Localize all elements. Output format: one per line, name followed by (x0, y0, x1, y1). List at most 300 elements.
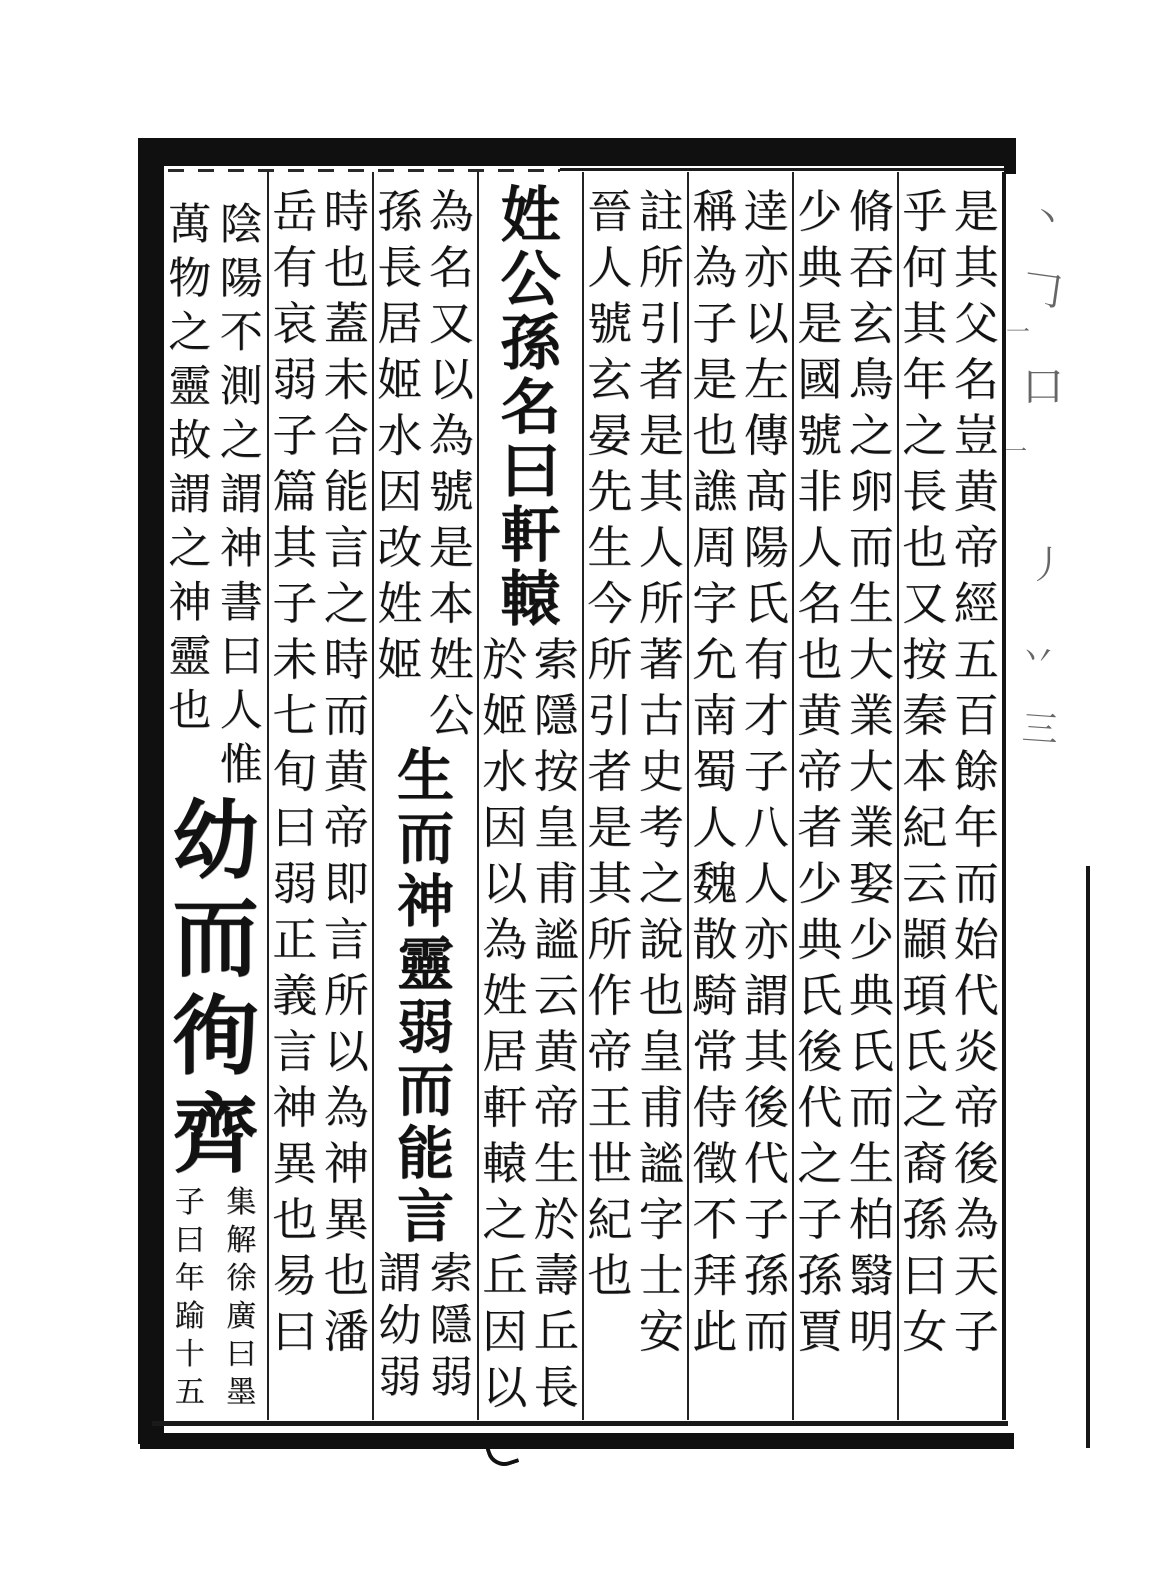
glyph: 號 (797, 409, 843, 462)
glyph: 長 (902, 465, 948, 518)
glyph: 也 (692, 409, 738, 462)
glyph: 氏 (902, 1025, 948, 1078)
glyph: 氏 (743, 577, 789, 630)
glyph: 因 (482, 1305, 528, 1358)
glyph: 謂 (378, 1249, 422, 1299)
glyph: 人 (743, 857, 789, 910)
glyph: 曰 (226, 1337, 257, 1372)
glyph: 字 (692, 577, 738, 630)
glyph: 也 (272, 1193, 318, 1246)
partial-glyph-fragment: 口 (1022, 362, 1065, 411)
glyph: 徵 (692, 1137, 738, 1190)
glyph: 因 (482, 801, 528, 854)
glyph: 時 (323, 633, 369, 686)
glyph: 頊 (902, 969, 948, 1022)
glyph: 之 (323, 577, 369, 630)
glyph: 靈 (168, 632, 212, 682)
glyph: 言 (397, 1183, 454, 1250)
glyph: 按 (902, 633, 948, 686)
glyph: 丘 (482, 1249, 528, 1302)
glyph: 代 (797, 1081, 843, 1134)
commentary-pair (269, 184, 372, 1360)
glyph: 孫 (902, 1193, 948, 1246)
main-text-segment (479, 181, 582, 635)
glyph: 神 (323, 1137, 369, 1190)
glyph: 所 (638, 577, 684, 630)
glyph: 所 (587, 633, 633, 686)
partial-glyph-fragment: 三 (1020, 707, 1060, 752)
glyph: 壽 (533, 1249, 579, 1302)
glyph: 曰 (174, 1223, 205, 1258)
glyph: 皇 (638, 1025, 684, 1078)
glyph: 子 (743, 1193, 789, 1246)
partial-glyph-fragment: 丷 (1020, 637, 1057, 678)
glyph: 為 (953, 1193, 999, 1246)
glyph: 子 (174, 1185, 205, 1220)
glyph: 騎 (692, 969, 738, 1022)
glyph: 是 (797, 297, 843, 350)
glyph: 其 (638, 465, 684, 518)
glyph: 黄 (797, 689, 843, 742)
glyph: 玄 (587, 353, 633, 406)
text-column-2 (792, 172, 897, 1420)
glyph: 為 (692, 241, 738, 294)
partial-glyph-fragment: 一 (1006, 318, 1030, 346)
glyph: 之 (638, 857, 684, 910)
glyph: 也 (168, 686, 212, 736)
glyph: 而 (743, 1305, 789, 1358)
glyph: 之 (902, 409, 948, 462)
glyph: 之 (797, 1137, 843, 1190)
glyph: 帝 (953, 1081, 999, 1134)
glyph: 轅 (482, 1137, 528, 1190)
glyph: 先 (587, 465, 633, 518)
glyph: 是 (692, 353, 738, 406)
glyph: 合 (323, 409, 369, 462)
commentary-pair (794, 184, 897, 1360)
glyph: 帝 (533, 1081, 579, 1134)
glyph: 年 (953, 801, 999, 854)
glyph: 典 (848, 969, 894, 1022)
glyph: 以 (482, 1361, 528, 1414)
glyph: 墨 (226, 1375, 257, 1410)
commentary-left-line (164, 1184, 216, 1412)
glyph: 大 (848, 633, 894, 686)
commentary-pair (479, 632, 582, 1416)
commentary-right-line (636, 184, 688, 1360)
glyph: 甫 (638, 1081, 684, 1134)
glyph: 旬 (272, 745, 318, 798)
glyph: 者 (587, 745, 633, 798)
glyph: 弱 (378, 1353, 422, 1403)
glyph: 姬 (482, 689, 528, 742)
text-column-4 (582, 172, 687, 1420)
glyph: 姓 (377, 577, 423, 630)
glyph: 姓 (428, 633, 474, 686)
glyph: 引 (638, 297, 684, 350)
frame-border-top (138, 138, 1016, 166)
glyph: 弱 (272, 353, 318, 406)
glyph: 曰 (500, 437, 561, 507)
commentary-left-line (374, 184, 426, 744)
glyph: 拜 (692, 1249, 738, 1302)
glyph: 紀 (587, 1193, 633, 1246)
glyph: 謂 (168, 470, 212, 520)
glyph: 今 (587, 577, 633, 630)
glyph: 長 (377, 241, 423, 294)
commentary-pair (164, 1184, 267, 1412)
glyph: 以 (482, 857, 528, 910)
glyph: 異 (323, 1193, 369, 1246)
glyph: 翳 (848, 1249, 894, 1302)
glyph: 神 (272, 1081, 318, 1134)
glyph: 逹 (743, 185, 789, 238)
glyph: 幼 (378, 1301, 422, 1351)
glyph: 子 (272, 409, 318, 462)
inner-top-rule-right (560, 168, 1004, 171)
glyph: 徐 (226, 1261, 257, 1296)
glyph: 而 (953, 857, 999, 910)
glyph: 因 (377, 465, 423, 518)
glyph: 典 (797, 913, 843, 966)
glyph: 公 (500, 245, 561, 315)
partial-glyph-fragment: 一 (1005, 440, 1028, 465)
commentary-right-line (426, 184, 478, 744)
glyph: 曰 (272, 801, 318, 854)
frame-border-left (138, 138, 164, 1444)
glyph: 亦 (743, 913, 789, 966)
glyph: 大 (848, 745, 894, 798)
glyph: 以 (428, 353, 474, 406)
glyph: 周 (692, 521, 738, 574)
glyph: 明 (848, 1305, 894, 1358)
glyph: 孫 (797, 1249, 843, 1302)
glyph: 者 (797, 801, 843, 854)
glyph: 天 (953, 1249, 999, 1302)
glyph: 惟 (219, 740, 263, 790)
glyph: 經 (953, 577, 999, 630)
glyph: 物 (168, 254, 212, 304)
glyph: 於 (533, 1193, 579, 1246)
glyph: 常 (692, 1025, 738, 1078)
glyph: 岳 (272, 185, 318, 238)
glyph: 後 (743, 1081, 789, 1134)
glyph: 典 (797, 241, 843, 294)
glyph: 少 (848, 913, 894, 966)
glyph: 正 (272, 913, 318, 966)
frame-border-bottom-thick (140, 1433, 1014, 1449)
glyph: 姓 (500, 181, 561, 251)
glyph: 其 (587, 857, 633, 910)
glyph: 炎 (953, 1025, 999, 1078)
glyph: 其 (743, 1025, 789, 1078)
glyph: 散 (692, 913, 738, 966)
commentary-left-line (584, 184, 636, 1360)
glyph: 之 (482, 1193, 528, 1246)
glyph: 轅 (500, 565, 561, 635)
glyph: 國 (797, 353, 843, 406)
glyph: 測 (219, 362, 263, 412)
glyph: 為 (428, 185, 474, 238)
glyph: 少 (797, 857, 843, 910)
glyph: 而 (397, 1057, 454, 1124)
glyph: 是 (587, 801, 633, 854)
glyph: 解 (226, 1223, 257, 1258)
glyph: 之 (848, 409, 894, 462)
glyph: 年 (902, 353, 948, 406)
glyph: 王 (587, 1081, 633, 1134)
glyph: 徇 (172, 986, 259, 1087)
glyph: 靈 (397, 931, 454, 998)
commentary-left-line (164, 198, 216, 792)
partial-glyph-fragment: 𠃌 (1016, 261, 1066, 316)
glyph: 之 (902, 1081, 948, 1134)
glyph: 也 (797, 633, 843, 686)
glyph: 名 (428, 241, 474, 294)
glyph: 所 (638, 241, 684, 294)
commentary-right-line (846, 184, 898, 1360)
glyph: 號 (428, 465, 474, 518)
glyph: 言 (323, 913, 369, 966)
glyph: 言 (323, 521, 369, 574)
glyph: 神 (219, 524, 263, 574)
glyph: 廣 (226, 1299, 257, 1334)
main-text-segment (374, 744, 477, 1248)
glyph: 秦 (902, 689, 948, 742)
commentary-pair (374, 184, 477, 744)
glyph: 未 (323, 353, 369, 406)
glyph: 曰 (902, 1249, 948, 1302)
glyph: 孫 (377, 185, 423, 238)
glyph: 傳 (743, 409, 789, 462)
glyph: 於 (482, 633, 528, 686)
glyph: 改 (377, 521, 423, 574)
glyph: 註 (638, 185, 684, 238)
glyph: 本 (428, 577, 474, 630)
glyph: 豈 (953, 409, 999, 462)
glyph: 五 (174, 1375, 205, 1410)
glyph: 又 (902, 577, 948, 630)
glyph: 以 (323, 1025, 369, 1078)
glyph: 也 (323, 1249, 369, 1302)
frame-border-top-right-hook (1004, 138, 1016, 174)
glyph: 人 (587, 241, 633, 294)
glyph: 生 (848, 577, 894, 630)
glyph: 七 (272, 689, 318, 742)
glyph: 易 (272, 1249, 318, 1302)
glyph: 非 (797, 465, 843, 518)
glyph: 子 (692, 297, 738, 350)
text-block (164, 172, 1006, 1420)
glyph: 按 (533, 745, 579, 798)
glyph: 故 (168, 416, 212, 466)
glyph: 名 (953, 353, 999, 406)
glyph: 者 (638, 353, 684, 406)
glyph: 餘 (953, 745, 999, 798)
glyph: 之 (168, 524, 212, 574)
glyph: 孫 (743, 1249, 789, 1302)
glyph: 義 (272, 969, 318, 1022)
glyph: 姬 (377, 633, 423, 686)
glyph: 而 (172, 888, 259, 989)
commentary-right-line (531, 632, 583, 1416)
glyph: 隱 (533, 689, 579, 742)
glyph: 所 (323, 969, 369, 1022)
glyph: 後 (797, 1025, 843, 1078)
glyph: 曰 (272, 1305, 318, 1358)
glyph: 氏 (797, 969, 843, 1022)
glyph: 曰 (219, 632, 263, 682)
glyph: 為 (482, 913, 528, 966)
glyph: 為 (428, 409, 474, 462)
glyph: 侍 (692, 1081, 738, 1134)
glyph: 後 (953, 1137, 999, 1190)
glyph: 業 (848, 689, 894, 742)
glyph: 譙 (692, 465, 738, 518)
glyph: 異 (272, 1137, 318, 1190)
glyph: 生 (848, 1137, 894, 1190)
glyph: 顓 (902, 913, 948, 966)
partial-glyph-fragment: 丿 (1028, 543, 1067, 587)
glyph: 而 (323, 689, 369, 742)
glyph: 氏 (848, 1025, 894, 1078)
glyph: 才 (743, 689, 789, 742)
glyph: 晏 (587, 409, 633, 462)
main-text-segment (164, 792, 267, 1184)
glyph: 人 (797, 521, 843, 574)
glyph: 始 (953, 913, 999, 966)
glyph: 能 (397, 1120, 454, 1187)
glyph: 神 (397, 868, 454, 935)
glyph: 也 (902, 521, 948, 574)
glyph: 以 (743, 297, 789, 350)
glyph: 代 (743, 1137, 789, 1190)
glyph: 時 (323, 185, 369, 238)
glyph: 乎 (902, 185, 948, 238)
glyph: 所 (587, 913, 633, 966)
glyph: 也 (587, 1249, 633, 1302)
frame-border-bottom-thin (152, 1421, 1008, 1426)
glyph: 黄 (533, 1025, 579, 1078)
glyph: 考 (638, 801, 684, 854)
commentary-right-line (951, 184, 1003, 1360)
glyph: 魏 (692, 857, 738, 910)
commentary-right-line (321, 184, 373, 1360)
glyph: 帝 (953, 521, 999, 574)
glyph: 公 (428, 689, 474, 742)
glyph: 集 (226, 1185, 257, 1220)
glyph: 謐 (533, 913, 579, 966)
glyph: 有 (743, 633, 789, 686)
text-column-7 (267, 172, 372, 1420)
glyph: 南 (692, 689, 738, 742)
glyph: 子 (743, 745, 789, 798)
commentary-left-line (899, 184, 951, 1360)
glyph: 索 (429, 1249, 473, 1299)
glyph: 名 (797, 577, 843, 630)
glyph: 弱 (272, 857, 318, 910)
glyph: 弱 (429, 1353, 473, 1403)
glyph: 賈 (797, 1305, 843, 1358)
glyph: 五 (953, 633, 999, 686)
glyph: 也 (638, 969, 684, 1022)
commentary-left-line (479, 632, 531, 1416)
glyph: 引 (587, 689, 633, 742)
commentary-right-line (426, 1248, 478, 1404)
glyph: 名 (500, 373, 561, 443)
commentary-left-line (794, 184, 846, 1360)
glyph: 有 (272, 241, 318, 294)
glyph: 居 (377, 297, 423, 350)
glyph: 年 (174, 1261, 205, 1296)
commentary-pair (164, 198, 267, 792)
commentary-right-line (216, 1184, 268, 1412)
glyph: 謐 (638, 1137, 684, 1190)
glyph: 水 (377, 409, 423, 462)
glyph: 說 (638, 913, 684, 966)
glyph: 蓋 (323, 297, 369, 350)
glyph: 少 (797, 185, 843, 238)
text-column-8 (164, 172, 267, 1420)
glyph: 書 (219, 578, 263, 628)
glyph: 子 (953, 1305, 999, 1358)
glyph: 生 (533, 1137, 579, 1190)
glyph: 鳥 (848, 353, 894, 406)
glyph: 黄 (953, 465, 999, 518)
glyph: 生 (587, 521, 633, 574)
glyph: 姓 (482, 969, 528, 1022)
commentary-left-line (689, 184, 741, 1360)
glyph: 也 (323, 241, 369, 294)
glyph: 踰 (174, 1299, 205, 1334)
glyph: 而 (848, 521, 894, 574)
glyph: 又 (428, 297, 474, 350)
glyph: 謂 (219, 470, 263, 520)
glyph: 弱 (397, 994, 454, 1061)
glyph: 陽 (743, 521, 789, 574)
glyph: 謂 (743, 969, 789, 1022)
glyph: 帝 (323, 801, 369, 854)
glyph: 號 (587, 297, 633, 350)
glyph: 幼 (172, 790, 259, 891)
glyph: 裔 (902, 1137, 948, 1190)
glyph: 脩 (848, 185, 894, 238)
glyph: 古 (638, 689, 684, 742)
glyph: 何 (902, 241, 948, 294)
glyph: 人 (219, 686, 263, 736)
commentary-right-line (741, 184, 793, 1360)
commentary-left-line (269, 184, 321, 1360)
glyph: 髙 (743, 465, 789, 518)
glyph: 八 (743, 801, 789, 854)
glyph: 字 (638, 1193, 684, 1246)
glyph: 軒 (500, 501, 561, 571)
glyph: 陰 (219, 200, 263, 250)
glyph: 子 (797, 1193, 843, 1246)
glyph: 云 (902, 857, 948, 910)
glyph: 不 (219, 308, 263, 358)
glyph: 而 (848, 1081, 894, 1134)
glyph: 齊 (172, 1084, 259, 1185)
commentary-pair (584, 184, 687, 1360)
glyph: 十 (174, 1337, 205, 1372)
glyph: 業 (848, 801, 894, 854)
text-column-6 (372, 172, 477, 1420)
glyph: 索 (533, 633, 579, 686)
glyph: 是 (638, 409, 684, 462)
glyph: 蜀 (692, 745, 738, 798)
text-column-5 (477, 172, 582, 1420)
